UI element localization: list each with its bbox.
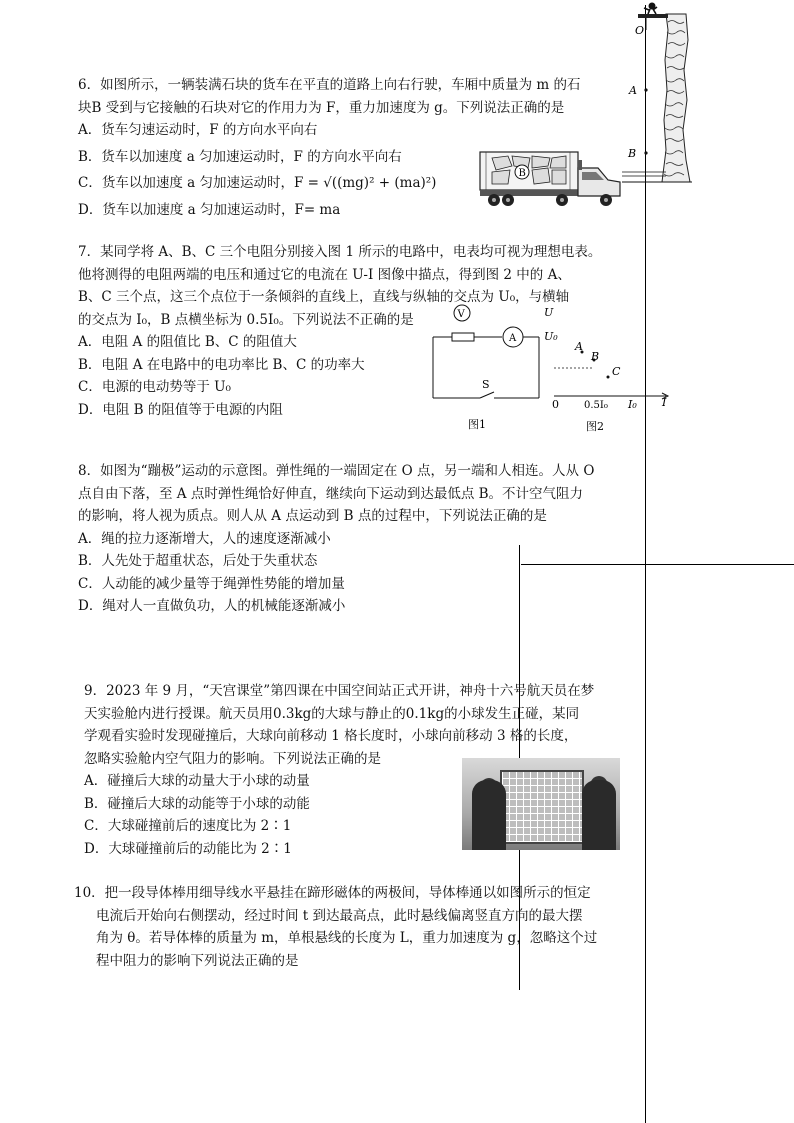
- q9-option-a: A．碰撞后大球的动量大于小球的动量: [84, 773, 310, 789]
- q7-stem-line2: 他将测得的电阻两端的电压和通过它的电流在 U-I 图像中描点，得到图 2 中的 A、: [78, 266, 571, 283]
- origin-label: 0: [552, 398, 559, 411]
- point-a-label: A: [575, 340, 583, 353]
- q6-stem-line2: 块B 受到与它接触的石块对它的作用力为 F，重力加速度为 g。下列说法正确的是: [78, 99, 565, 116]
- bungee-label-a: A: [629, 84, 637, 97]
- q6-option-c: C．货车以加速度 a 匀加速运动时，F = √((mg)² + (ma)²): [78, 175, 437, 191]
- u-axis-label: U: [544, 306, 554, 319]
- q8-option-c: C．人动能的减少量等于绳弹性势能的增加量: [78, 575, 345, 592]
- truck-illustration: [478, 150, 624, 212]
- q9-stem-line3: 学观看实验时发现碰撞后，大球向前移动 1 格长度时，小球向前移动 3 格的长度，: [84, 728, 578, 744]
- q7-option-b: B．电阻 A 在电路中的电功率比 B、C 的功率大: [78, 356, 365, 373]
- q7-option-d: D．电阻 B 的阻值等于电源的内阻: [78, 401, 283, 418]
- q7-option-c: C．电源的电动势等于 U₀: [78, 379, 231, 395]
- question-8: [78, 460, 618, 618]
- q8-stem-line3: 的影响，将人视为质点。则人从 A 点运动到 B 点的过程中，下列说法正确的是: [78, 508, 547, 524]
- question-10: [74, 882, 614, 972]
- photo-astronaut-right: [582, 780, 616, 850]
- q6-option-d: D．货车以加速度 a 匀加速运动时，F= ma: [78, 201, 341, 218]
- point-b-label: B: [591, 350, 600, 363]
- circuit-figure-1: [428, 302, 546, 434]
- q9-option-b: B．碰撞后大球的动能等于小球的动能: [84, 795, 310, 812]
- q9-option-c: C．大球碰撞前后的速度比为 2∶1: [84, 818, 292, 834]
- q8-option-d: D．绳对人一直做负功，人的机械能逐渐减小: [78, 598, 346, 614]
- q7-option-a: A．电阻 A 的阻值比 B、C 的阻值大: [78, 334, 297, 350]
- q6-option-b: B．货车以加速度 a 匀加速运动时，F 的方向水平向右: [78, 148, 402, 165]
- q9-stem-line4: 忽略实验舱内空气阻力的影响。下列说法正确的是: [84, 750, 381, 767]
- q10-stem-line3: 角为 θ。若导体棒的质量为 m，单根悬线的长度为 L，重力加速度为 g，忽略这个过: [96, 930, 598, 946]
- q10-stem-line4: 程中阻力的影响下列说法正确的是: [96, 952, 299, 969]
- q8-stem-line1: 8．如图为“蹦极”运动的示意图。弹性绳的一端固定在 O 点，另一端和人相连。人从 O: [78, 463, 595, 479]
- fig1-caption: 图1: [468, 418, 486, 431]
- q8-option-a: A．绳的拉力逐渐增大，人的速度逐渐减小: [78, 530, 331, 547]
- point-c-label: C: [612, 365, 621, 378]
- bungee-label-b: B: [628, 147, 637, 160]
- q9-option-d: D．大球碰撞前后的动能比为 2∶1: [84, 840, 292, 857]
- q7-stem-line4: 的交点为 I₀，B 点横坐标为 0.5I₀。下列说法不正确的是: [78, 311, 414, 328]
- space-station-photo: [462, 758, 620, 850]
- q8-option-b: B．人先处于超重状态，后处于失重状态: [78, 553, 318, 569]
- truck-rock-label: B: [518, 168, 526, 179]
- q8-stem-line2: 点自由下落，至 A 点时弹性绳恰好伸直，继续向下运动到达最低点 B。不计空气阻力: [78, 485, 584, 502]
- bungee-figure: [620, 0, 694, 190]
- q7-stem-line3: B、C 三个点，这三个点位于一条倾斜的直线上，直线与纵轴的交点为 U₀，与横轴: [78, 289, 570, 305]
- q6-stem-line1: 6．如图所示，一辆装满石块的货车在平直的道路上向右行驶，车厢中质量为 m 的石: [78, 77, 581, 93]
- switch-label: S: [482, 378, 490, 391]
- q9-stem-line1: 9．2023 年 9 月，“天宫课堂”第四课在中国空间站正式开讲，神舟十六号航天员在梦: [84, 683, 595, 699]
- q10-stem-line2: 电流后开始向右侧摆动，经过时间 t 到达最高点，此时悬线偏离竖直方向的最大摆: [96, 907, 583, 924]
- q6-option-a: A．货车匀速运动时，F 的方向水平向右: [78, 122, 318, 138]
- i0-label: I₀: [628, 398, 637, 411]
- bungee-label-o: O: [635, 24, 645, 37]
- photo-astronaut-left: [472, 780, 506, 850]
- photo-grid-board: [500, 770, 584, 844]
- q7-stem-line1: 7．某同学将 A、B、C 三个电阻分别接入图 1 所示的电路中，电表均可视为理想电表。: [78, 244, 602, 260]
- voltmeter-label: V: [457, 309, 465, 320]
- q10-stem-line1: 10．把一段导体棒用细导线水平悬挂在蹄形磁体的两极间，导体棒通以如图所示的恒定: [74, 885, 591, 901]
- half-i0-label: 0.5I₀: [584, 400, 608, 411]
- fig2-caption: 图2: [586, 420, 604, 433]
- i-axis-label: I: [662, 396, 667, 409]
- u0-label: U₀: [544, 330, 558, 343]
- ui-graph-figure-2: [538, 304, 672, 436]
- q9-stem-line2: 天实验舱内进行授课。航天员用0.3kg的大球与静止的0.1kg的小球发生正碰，某同: [84, 705, 580, 722]
- ammeter-label: A: [509, 333, 517, 344]
